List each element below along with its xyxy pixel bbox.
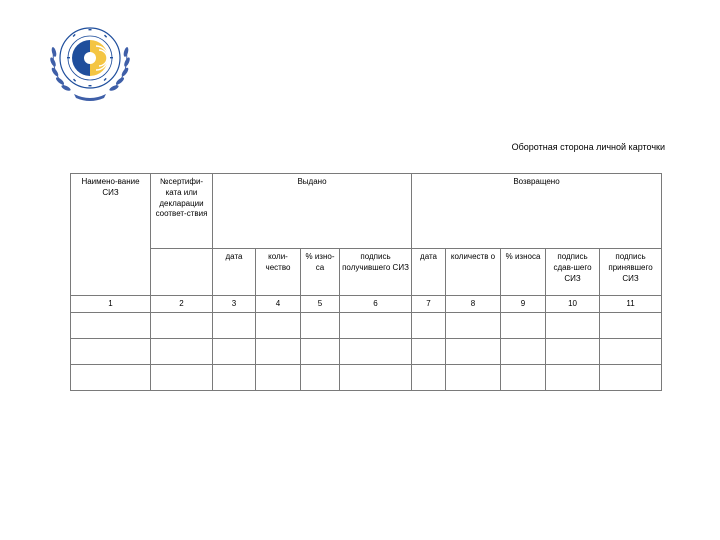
empty-cell (501, 338, 546, 364)
empty-cell (600, 338, 662, 364)
empty-cell (340, 338, 412, 364)
column-number: 1 (71, 296, 151, 313)
empty-cell (446, 312, 501, 338)
empty-cell (501, 312, 546, 338)
issued-signature-header: подпись получившего СИЗ (340, 249, 412, 296)
empty-cell (301, 364, 340, 390)
empty-cell (213, 338, 256, 364)
column-number: 3 (213, 296, 256, 313)
column-certificate-header: №сертифи-ката или декларации соответ-ствия (151, 174, 213, 249)
empty-cell (301, 312, 340, 338)
empty-cell (412, 312, 446, 338)
empty-cell (256, 312, 301, 338)
column-number: 5 (301, 296, 340, 313)
table-header-row (71, 174, 662, 249)
column-number: 7 (412, 296, 446, 313)
certificate-subheader-cell (151, 249, 213, 296)
empty-cell (412, 364, 446, 390)
empty-cell (340, 312, 412, 338)
column-name-header: Наимено-вание СИЗ (71, 174, 151, 296)
returned-handover-signature-header: подпись сдав-шего СИЗ (546, 249, 600, 296)
empty-cell (600, 364, 662, 390)
returned-date-header: дата (412, 249, 446, 296)
column-number: 8 (446, 296, 501, 313)
column-number: 10 (546, 296, 600, 313)
empty-cell (256, 338, 301, 364)
column-number: 4 (256, 296, 301, 313)
returned-quantity-header: количеств о (446, 249, 501, 296)
group-returned-header: Возвращено (412, 174, 662, 249)
empty-cell (213, 312, 256, 338)
issued-wear-header: % изно-са (301, 249, 340, 296)
column-numbers-row (71, 296, 662, 313)
empty-cell (446, 364, 501, 390)
empty-cell (340, 364, 412, 390)
returned-wear-header: % износа (501, 249, 546, 296)
empty-cell (546, 338, 600, 364)
column-number: 2 (151, 296, 213, 313)
issued-quantity-header: коли-чество (256, 249, 301, 296)
empty-cell (71, 312, 151, 338)
empty-cell (301, 338, 340, 364)
card-caption: Оборотная сторона личной карточки (511, 142, 665, 152)
group-issued-header: Выдано (213, 174, 412, 249)
empty-cell (151, 312, 213, 338)
empty-cell (446, 338, 501, 364)
empty-cell (501, 364, 546, 390)
issue-return-table (70, 173, 662, 391)
fund-emblem-icon (44, 18, 136, 106)
issued-date-header: дата (213, 249, 256, 296)
empty-cell (151, 338, 213, 364)
empty-cell (151, 364, 213, 390)
returned-receiver-signature-header: подпись принявшего СИЗ (600, 249, 662, 296)
column-number: 11 (600, 296, 662, 313)
empty-cell (213, 364, 256, 390)
table-row (71, 338, 662, 364)
table-subheader-row (71, 249, 662, 296)
column-number: 9 (501, 296, 546, 313)
empty-cell (256, 364, 301, 390)
empty-cell (546, 312, 600, 338)
empty-cell (71, 364, 151, 390)
table-row (71, 312, 662, 338)
empty-cell (71, 338, 151, 364)
empty-cell (600, 312, 662, 338)
empty-cell (546, 364, 600, 390)
empty-cell (412, 338, 446, 364)
table-row (71, 364, 662, 390)
column-number: 6 (340, 296, 412, 313)
